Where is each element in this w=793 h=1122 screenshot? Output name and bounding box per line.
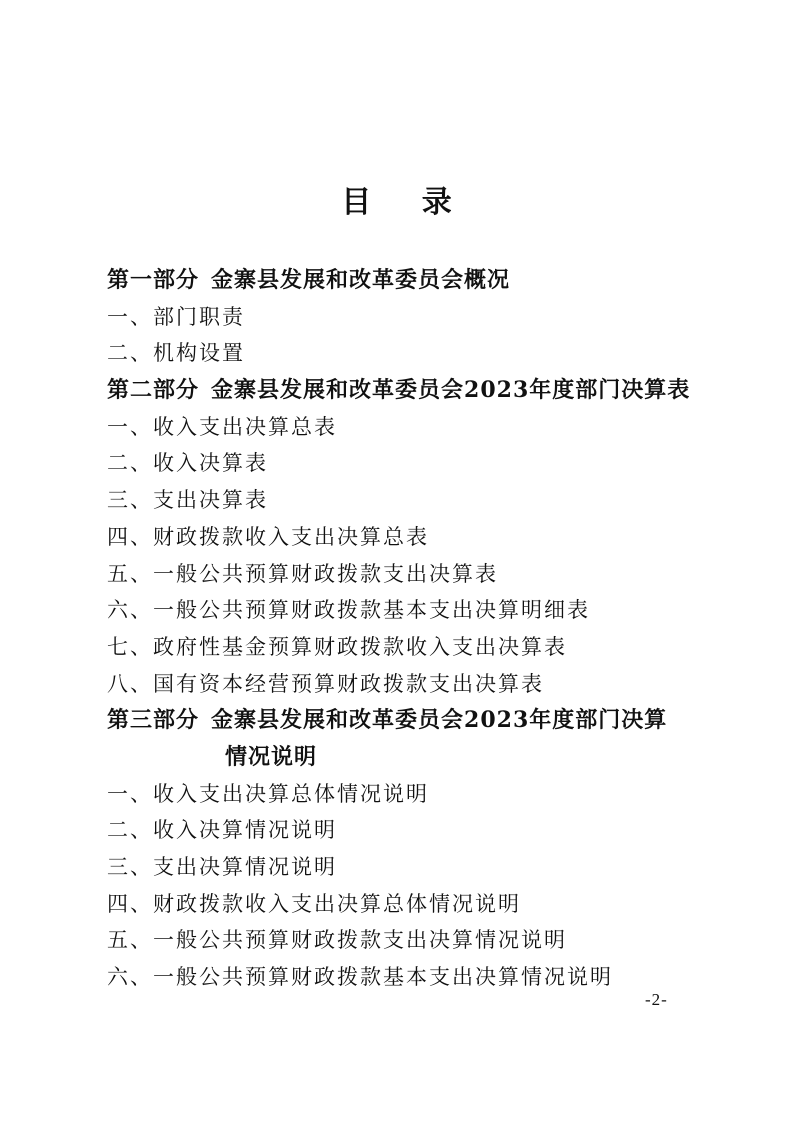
table-of-contents	[107, 262, 707, 996]
toc-item[interactable]: 六、一般公共预算财政拨款基本支出决算情况说明	[107, 965, 613, 990]
toc-item[interactable]: 二、收入决算表	[107, 451, 268, 476]
toc-item[interactable]: 一、部门职责	[107, 304, 245, 329]
toc-item[interactable]: 五、一般公共预算财政拨款支出决算表	[107, 561, 498, 586]
section-heading-text: 金寨县发展和改革委员会概况	[211, 267, 511, 293]
section-part-label: 第一部分	[107, 267, 200, 293]
page-title: 目 录	[341, 185, 472, 220]
section-heading-part-1[interactable]	[107, 262, 707, 299]
toc-item[interactable]: 一、收入支出决算总表	[107, 414, 337, 439]
toc-item[interactable]: 二、收入决算情况说明	[107, 818, 337, 843]
section-heading-continuation[interactable]: 情况说明	[225, 743, 318, 770]
toc-item[interactable]: 三、支出决算表	[107, 488, 268, 513]
toc-item[interactable]: 一、收入支出决算总体情况说明	[107, 781, 429, 806]
toc-item[interactable]: 七、政府性基金预算财政拨款收入支出决算表	[107, 634, 567, 659]
section-heading-part-2[interactable]	[107, 372, 707, 409]
page-number: -2-	[645, 990, 668, 1009]
toc-item[interactable]: 三、支出决算情况说明	[107, 855, 337, 879]
toc-item[interactable]: 八、国有资本经营预算财政拨款支出决算表	[107, 671, 544, 696]
toc-item[interactable]: 二、机构设置	[107, 341, 245, 366]
section-heading-part-3[interactable]	[107, 702, 707, 739]
section-part-label: 第三部分	[107, 707, 200, 734]
section-heading-text: 金寨县发展和改革委员会2023年度部门决算	[211, 707, 668, 734]
toc-item[interactable]: 六、一般公共预算财政拨款基本支出决算明细表	[107, 598, 590, 623]
section-heading-text: 金寨县发展和改革委员会2023年度部门决算表	[211, 377, 691, 404]
toc-item[interactable]: 四、财政拨款收入支出决算总体情况说明	[107, 891, 521, 916]
toc-item[interactable]: 五、一般公共预算财政拨款支出决算情况说明	[107, 928, 567, 953]
toc-item[interactable]: 四、财政拨款收入支出决算总表	[107, 524, 429, 549]
section-part-label: 第二部分	[107, 377, 200, 404]
